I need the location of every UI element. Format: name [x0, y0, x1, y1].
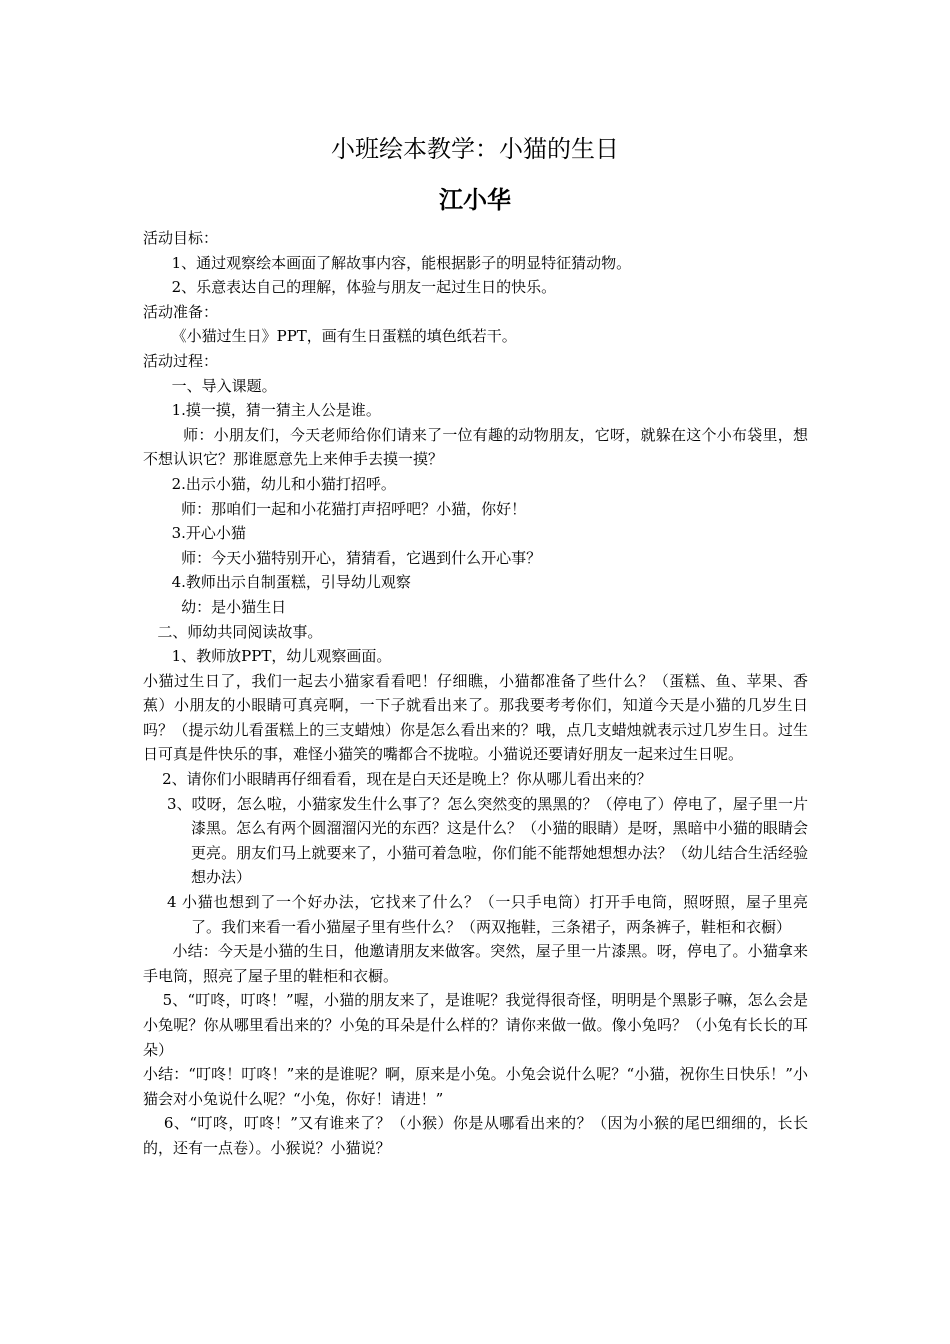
paragraph: 4 小猫也想到了一个好办法，它找来了什么？（一只手电筒）打开手电筒，照呀照，屋子里亮了。我们来看一看小猫屋子里有些什么？（两双拖鞋，三条裙子，两条裤子，鞋柜和衣橱） [167, 893, 808, 936]
paragraph: 1、通过观察绘本画面了解故事内容，能根据影子的明显特征猜动物。 [143, 253, 632, 272]
paragraph: 3.开心小猫 [143, 524, 246, 543]
paragraph: 5、“叮咚，叮咚！”喔，小猫的朋友来了，是谁呢？我觉得很奇怪，明明是个黑影子嘛，怎么会是小兔呢？你从哪里看出来的？小兔的耳朵是什么样的？请你来做一做。像小兔吗？（小兔有长长的耳朵） [143, 991, 808, 1059]
paragraph: 2、请你们小眼睛再仔细看看，现在是白天还是晚上？你从哪儿看出来的？ [143, 770, 652, 789]
paragraph: 师：那咱们一起和小花猫打声招呼吧？小猫，你好！ [143, 499, 527, 518]
paragraph: 一、导入课题。 [143, 376, 277, 395]
paragraph: 《小猫过生日》PPT，画有生日蛋糕的填色纸若干。 [143, 327, 517, 346]
paragraph: 6、“叮咚，叮咚！”又有谁来了？（小猴）你是从哪看出来的？（因为小猴的尾巴细细的，长长的，还有一点卷）。小猴说？小猫说？ [143, 1114, 808, 1157]
document-body [143, 226, 808, 1161]
section-heading-process: 活动过程： [143, 351, 219, 370]
document-title: 小班绘本教学：小猫的生日 [331, 135, 619, 163]
paragraph: 1.摸一摸，猜一猜主人公是谁。 [143, 401, 381, 420]
paragraph: 2、乐意表达自己的理解，体验与朋友一起过生日的快乐。 [143, 278, 557, 297]
paragraph: 小猫过生日了，我们一起去小猫家看看吧！仔细瞧，小猫都准备了些什么？（蛋糕、鱼、苹果、香蕉）小朋友的小眼睛可真亮啊，一下子就看出来了。那我要考考你们，知道今天是小猫的几岁生日吗？（提示幼儿看蛋糕上的三支蜡烛）你是怎么看出来的？哦，点几支蜡烛就表示过几岁生日。过生日可真是件快乐的事，难怪小猫笑的嘴都合不拢啦。小猫说还要请好朋友一起来过生日呢。 [143, 671, 808, 764]
paragraph: 3、哎呀，怎么啦，小猫家发生什么事了？怎么突然变的黑黑的？（停电了）停电了，屋子里一片漆黑。怎么有两个圆溜溜闪光的东西？这是什么？（小猫的眼睛）是呀，黑暗中小猫的眼睛会更亮。朋友们马上就要来了，小猫可着急啦，你们能不能帮她想想办法？（幼儿结合生活经验想办法） [167, 794, 808, 887]
paragraph: 2.出示小猫，幼儿和小猫打招呼。 [143, 474, 396, 493]
paragraph: 小结：今天是小猫的生日，他邀请朋友来做客。突然，屋子里一片漆黑。呀，停电了。小猫拿来手电筒，照亮了屋子里的鞋柜和衣橱。 [143, 942, 809, 985]
paragraph: 幼：是小猫生日 [143, 597, 287, 616]
paragraph: 师：小朋友们，今天老师给你们请来了一位有趣的动物朋友，它呀，就躲在这个小布袋里，想不想认识它？那谁愿意先上来伸手去摸一摸？ [143, 425, 808, 469]
section-heading-goals: 活动目标： [143, 229, 219, 247]
section-heading-preparation: 活动准备： [143, 302, 219, 321]
paragraph: 二、师幼共同阅读故事。 [143, 622, 323, 641]
paragraph: 1、教师放PPT，幼儿观察画面。 [143, 647, 392, 666]
paragraph: 师：今天小猫特别开心，猜猜看，它遇到什么开心事？ [143, 548, 542, 567]
paragraph: 小结：“叮咚！叮咚！”来的是谁呢？啊，原来是小兔。小兔会说什么呢？“小猫，祝你生日快乐！”小猫会对小兔说什么呢？“小兔，你好！请进！” [143, 1065, 808, 1108]
paragraph: 4.教师出示自制蛋糕，引导幼儿观察 [143, 573, 411, 592]
document-author: 江小华 [439, 186, 511, 214]
